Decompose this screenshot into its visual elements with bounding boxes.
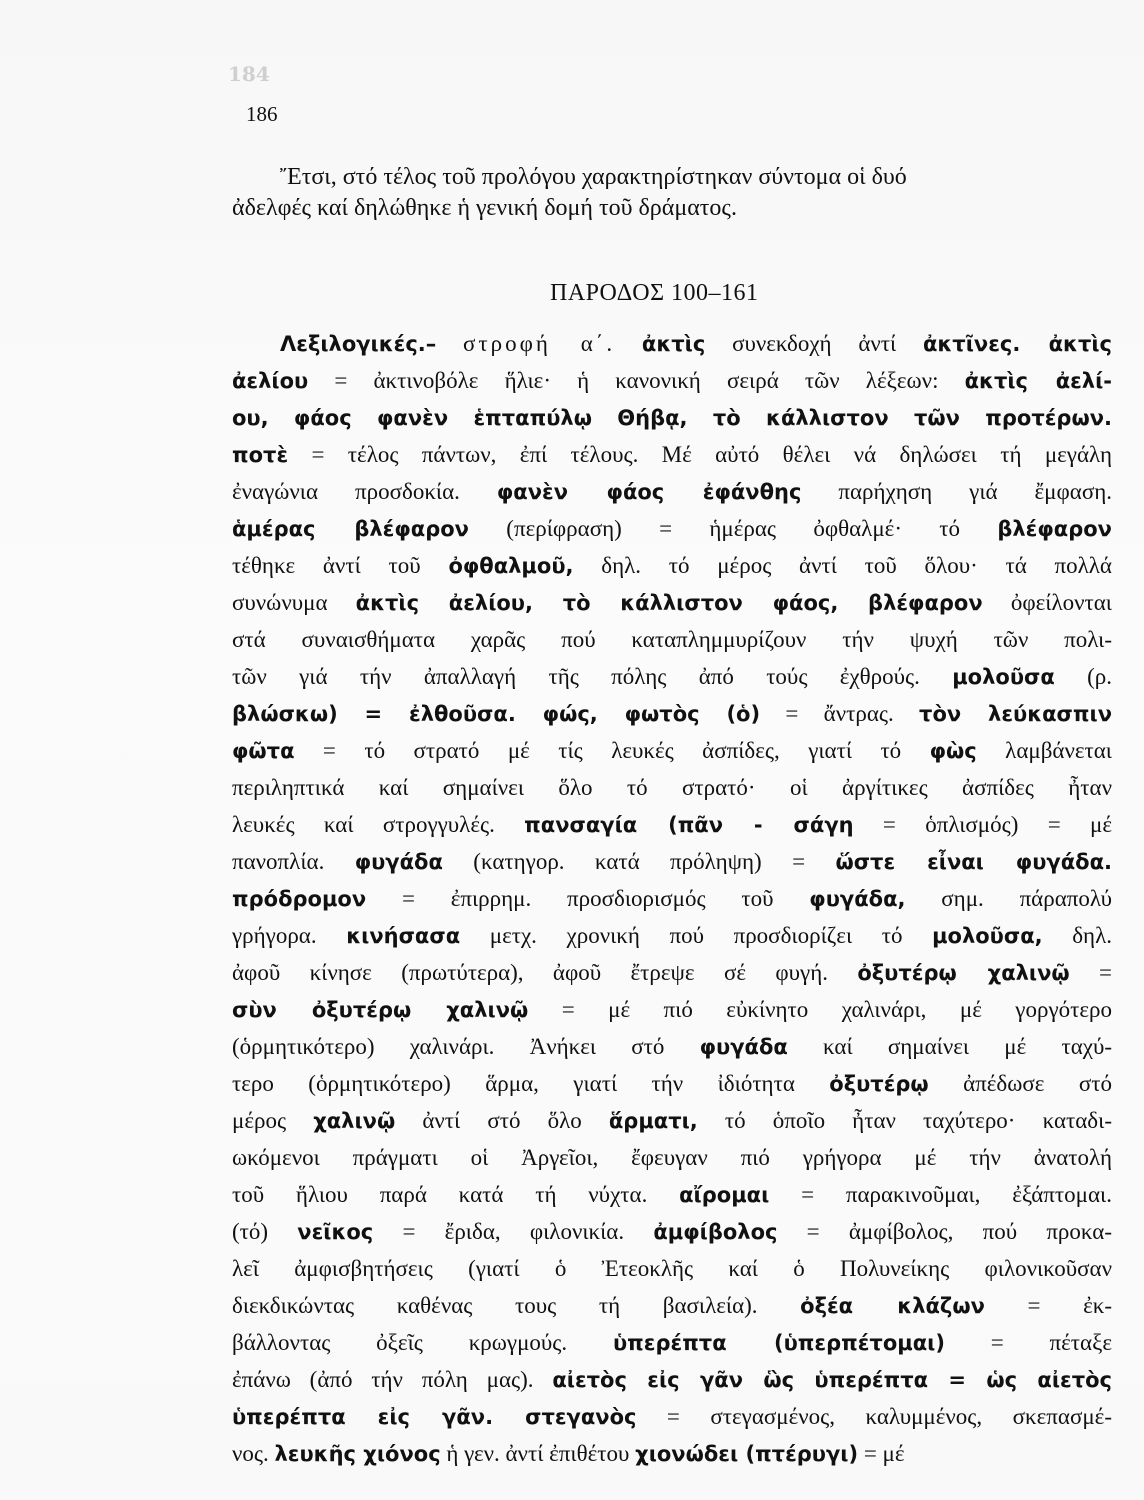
text-line [232, 1398, 1112, 1435]
lexicon-paragraph [232, 325, 1112, 1472]
text-run: ωκόμενοι πράγματι οἱ Ἀργεῖοι, ἔφευγαν πιό γρήγορα μέ τήν ἀνατολή [232, 1145, 1112, 1170]
text-line [232, 769, 1112, 806]
text-run: (κατηγορ. κατά πρόληψη) = [442, 849, 836, 874]
text-run: καί σημαίνει μέ ταχύ- [787, 1034, 1113, 1059]
intro-line: Ἔτσι, στό τέλος τοῦ προλόγου χαρακτηρίστηκαν σύντομα οἱ δυό [280, 164, 907, 190]
text-line [232, 1361, 1112, 1398]
text-line [232, 1250, 1112, 1287]
text-run: παρήχηση γιά ἔμφαση. [801, 479, 1112, 504]
bold-term: ὀξυτέρῳ χαλινῷ [857, 961, 1070, 985]
text-line [232, 362, 1112, 399]
text-line [232, 621, 1112, 658]
page-number: 186 [246, 102, 278, 126]
text-line [232, 954, 1112, 991]
text-run: (τό) [232, 1219, 298, 1244]
text-run: ἐναγώνια προσδοκία. [232, 479, 497, 504]
text-run: = ἀκτινοβόλε ἥλιε· ἡ κανονική σειρά τῶν λέξεων: [308, 368, 965, 393]
text-run [436, 331, 463, 356]
bold-term: ὥστε εἶναι φυγάδα. [835, 850, 1112, 874]
bold-term: μολοῦσα, [932, 924, 1043, 948]
text-run: τό ὁποῖο ἦταν ταχύτερο· καταδι- [697, 1108, 1112, 1133]
bold-term: φυγάδα [354, 850, 443, 874]
text-line [232, 1213, 1112, 1250]
text-run: στά συναισθήματα χαρᾶς πού καταπλημμυρίζουν τήν ψυχή τῶν πολι- [232, 627, 1112, 652]
text-line [232, 732, 1112, 769]
text-line [232, 584, 1112, 621]
text-line [232, 1065, 1112, 1102]
text-run: τερο (ὁρμητικότερο) ἅρμα, γιατί τήν ἰδιότητα [232, 1071, 830, 1096]
bold-term: ποτὲ [232, 443, 289, 467]
text-line [232, 1287, 1112, 1324]
text-run: ἀπέδωσε στό [928, 1071, 1112, 1096]
text-line [232, 991, 1112, 1028]
text-run: = στεγασμένος, καλυμμένος, σκεπασμέ- [636, 1404, 1112, 1429]
bold-term: λευκῆς χιόνος [274, 1442, 441, 1466]
text-run: ἐπάνω (ἀπό τήν πόλη μας). [232, 1367, 553, 1392]
text-line [232, 1028, 1112, 1065]
text-run: συνεκδοχή ἀντί [705, 331, 923, 356]
bold-term: ἀκτῖνες. ἀκτὶς [922, 332, 1112, 356]
text-run: περιληπτικά καί σημαίνει ὅλο τό στρατό· οἱ ἀργίτικες ἀσπίδες ἦταν [232, 775, 1112, 800]
text-line [232, 1176, 1112, 1213]
text-run: τέθηκε ἀντί τοῦ [232, 553, 449, 578]
text-line [232, 843, 1112, 880]
intro-paragraph [232, 162, 1112, 224]
text-line [232, 510, 1112, 547]
bold-term: ὀξυτέρῳ [829, 1072, 929, 1096]
bold-term: κινήσασα [346, 924, 461, 948]
text-line [232, 1102, 1112, 1139]
text-run: = ὁπλισμός) = μέ [853, 812, 1112, 837]
intro-line: ἀδελφές καί δηλώθηκε ἡ γενική δομή τοῦ δράματος. [232, 195, 737, 221]
text-line [232, 473, 1112, 510]
bold-term: χαλινῷ [313, 1109, 396, 1133]
text-run: = ἔριδα, φιλονικία. [373, 1219, 654, 1244]
bold-term: αἰετὸς εἰς γᾶν ὣς ὑπερέπτα = ὡς αἰετὸς [552, 1368, 1113, 1392]
text-run: συνώνυμα [232, 590, 356, 615]
text-line [232, 436, 1112, 473]
bold-term: πρόδρομον [232, 887, 367, 911]
text-run [615, 331, 642, 356]
text-run: (ρ. [1054, 664, 1113, 689]
text-run: μέρος [232, 1108, 314, 1133]
text-line [232, 806, 1112, 843]
text-run: μετχ. χρονική πού προσδιορίζει τό [460, 923, 933, 948]
bold-term: βλέφαρον [997, 517, 1112, 541]
bold-term: ἀμφίβολος [653, 1220, 778, 1244]
text-run: νος. [232, 1441, 275, 1466]
bold-term: ου, φάος φανὲν ἑπταπύλῳ Θήβᾳ, τὸ κάλλιστον τῶν προτέρων. [232, 406, 1112, 430]
text-line [232, 325, 1112, 362]
text-run: = ἐπιρρημ. προσδιορισμός τοῦ [366, 886, 810, 911]
text-run: σημ. πάραπολύ [905, 886, 1113, 911]
bold-term: ὀφθαλμοῦ, [448, 554, 574, 578]
bold-term: ἀκτὶς ἀελί- [964, 369, 1112, 393]
text-line [232, 547, 1112, 584]
text-run: = τέλος πάντων, ἐπί τέλους. Μέ αὐτό θέλει νά δηλώσει τή μεγάλη [288, 442, 1112, 467]
bold-term: ὑπερέπτα (ὑπερπέτομαι) [612, 1331, 945, 1355]
text-run: = πέταξε [944, 1330, 1113, 1355]
bold-term: αἴρομαι [679, 1183, 770, 1207]
text-line [232, 1435, 1112, 1472]
text-run: = ἄντρας. [760, 701, 920, 726]
text-run: = μέ πιό εὐκίνητο χαλινάρι, μέ γοργότερο [528, 997, 1112, 1022]
bold-term: τὸν λεύκασπιν [919, 702, 1113, 726]
text-run: = ἀμφίβολος, πού προκα- [777, 1219, 1113, 1244]
bold-term: φυγάδα [699, 1035, 788, 1059]
text-run: λεῖ ἀμφισβητήσεις (γιατί ὁ Ἐτεοκλῆς καί ὁ Πολυνείκης φιλονικοῦσαν [232, 1256, 1112, 1281]
bold-term: ἀελίου [232, 369, 309, 393]
text-run: δηλ. [1042, 923, 1112, 948]
bold-term: φανὲν φάος ἐφάνθης [496, 480, 802, 504]
bold-term: σὺν ὀξυτέρῳ χαλινῷ [232, 998, 529, 1022]
text-run: ἡ γεν. ἀντί ἐπιθέτου [440, 1441, 636, 1466]
text-run: = ἐκ- [984, 1293, 1112, 1318]
text-line [232, 695, 1112, 732]
bold-term: φῶτα [232, 739, 295, 763]
text-run: = μέ [858, 1441, 905, 1466]
text-run: = παρακινοῦμαι, ἐξάπτομαι. [769, 1182, 1112, 1207]
bleed-through-page-number: 184 [228, 62, 270, 86]
bold-term: ἀκτὶς [641, 332, 706, 356]
text-line [232, 917, 1112, 954]
text-line [232, 399, 1112, 436]
section-heading: ΠΑΡΟΔΟΣ 100–161 [550, 280, 759, 306]
text-run: τοῦ ἥλιου παρά κατά τή νύχτα. [232, 1182, 680, 1207]
text-run: ἀφοῦ κίνησε (πρωτύτερα), ἀφοῦ ἔτρεψε σέ φυγή. [232, 960, 858, 985]
bold-term: χιονώδει (πτέρυγι) [635, 1442, 859, 1466]
bold-term: ὑπερέπτα εἰς γᾶν. στεγανὸς [232, 1405, 637, 1429]
bold-term: φυγάδα, [809, 887, 906, 911]
bold-term: πανσαγία (πᾶν - σάγη [524, 813, 854, 837]
text-run: πανοπλία. [232, 849, 355, 874]
text-run: (ὁρμητικότερο) χαλινάρι. Ἀνήκει στό [232, 1034, 700, 1059]
text-run: λευκές καί στρογγυλές. [232, 812, 525, 837]
text-line [232, 1139, 1112, 1176]
text-run: τῶν γιά τήν ἀπαλλαγή τῆς πόλης ἀπό τούς ἐχθρούς. [232, 664, 953, 689]
text-run: δηλ. τό μέρος ἀντί τοῦ ὅλου· τά πολλά [573, 553, 1112, 578]
text-line [232, 880, 1112, 917]
text-run: (περίφραση) = ἡμέρας ὀφθαλμέ· τό [468, 516, 998, 541]
text-line [232, 1324, 1112, 1361]
bold-term: Λεξιλογικές.– [280, 332, 437, 356]
text-run: ἀντί στό ὅλο [395, 1108, 609, 1133]
text-run: ὀφείλονται [982, 590, 1112, 615]
text-run: βάλλοντας ὀξεῖς κρωγμούς. [232, 1330, 613, 1355]
text-run: = [1069, 960, 1113, 985]
text-run: διεκδικώντας καθένας τους τή βασιλεία). [232, 1293, 801, 1318]
bold-term: ἅρματι, [608, 1109, 698, 1133]
text-line [232, 658, 1112, 695]
spaced-heading: στροφή α΄. [463, 331, 616, 356]
bold-term: ἁμέρας βλέφαρον [232, 517, 469, 541]
bold-term: νεῖκος [297, 1220, 374, 1244]
bold-term: ἀκτὶς ἀελίου, τὸ κάλλιστον φάος, βλέφαρον [355, 591, 983, 615]
text-run: = τό στρατό μέ τίς λευκές ἀσπίδες, γιατί τό [294, 738, 930, 763]
bold-term: φὼς [929, 739, 977, 763]
text-run: λαμβάνεται [976, 738, 1112, 763]
bold-term: βλώσκω) = ἐλθοῦσα. φώς, φωτὸς (ὁ) [232, 702, 761, 726]
text-run: γρήγορα. [232, 923, 347, 948]
bold-term: ὀξέα κλάζων [800, 1294, 985, 1318]
bold-term: μολοῦσα [952, 665, 1055, 689]
